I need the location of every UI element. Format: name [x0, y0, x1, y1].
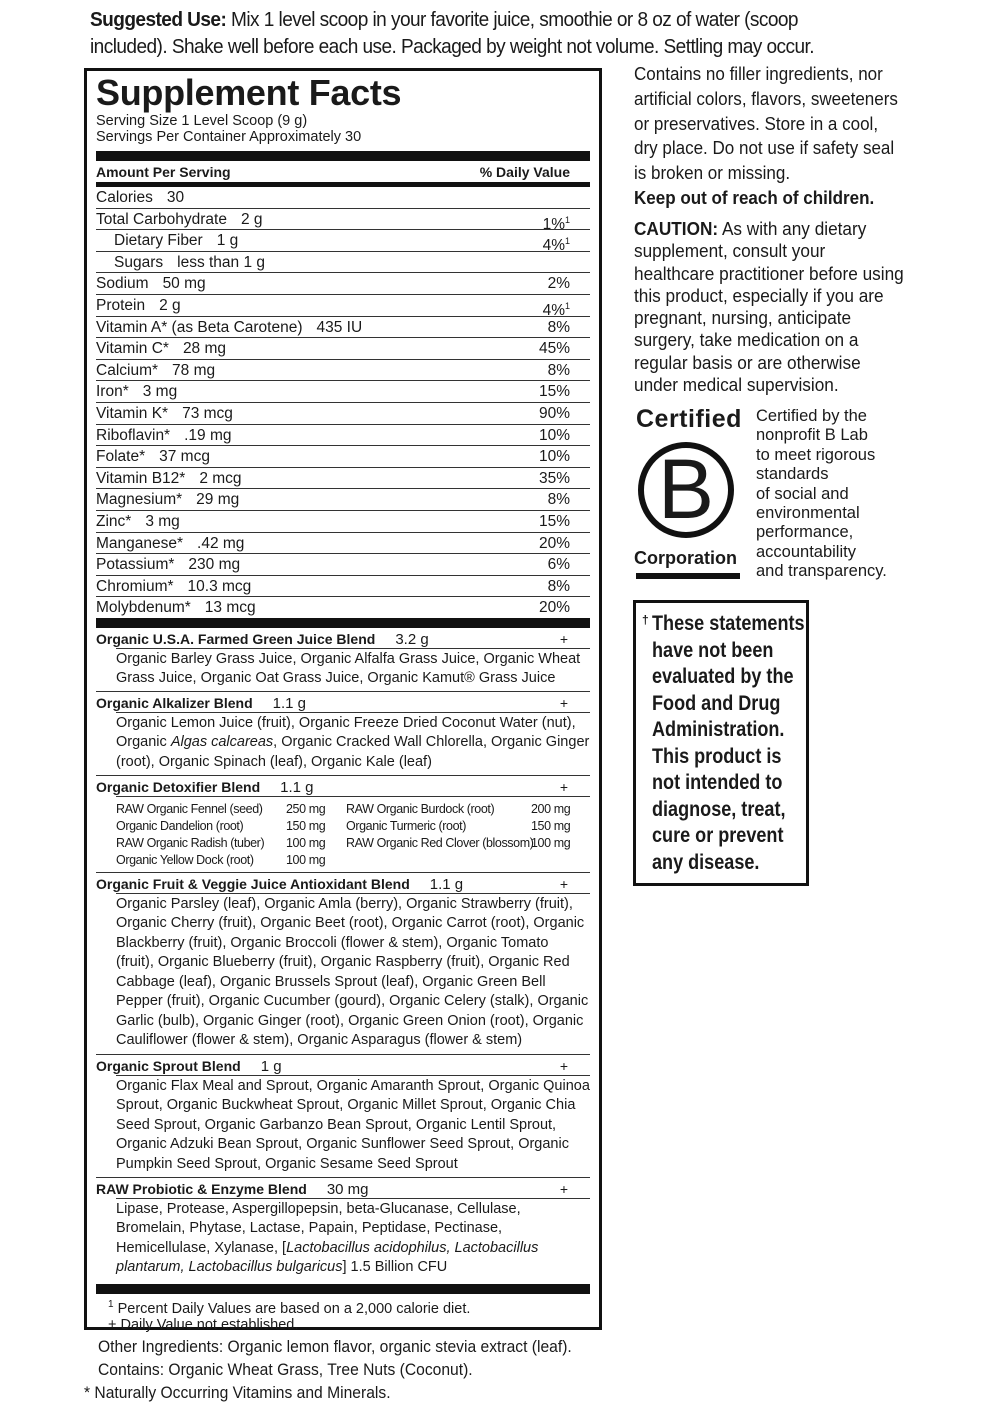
nutrient-name: Vitamin B12* [96, 469, 186, 487]
nutrient-row [96, 251, 590, 273]
blend-name: Organic U.S.A. Farmed Green Juice Blend [96, 630, 376, 647]
nutrient-daily-value [539, 597, 570, 618]
detox-item-name: RAW Organic Fennel (seed) [116, 801, 263, 816]
footnotes [96, 1294, 590, 1333]
b-corp-logo-certified: Certified [636, 405, 742, 433]
ingredients-italic: Lactobacillus acidophilus, Lactobacillus plantarum, Lactobacillus bulgaricus [116, 1239, 539, 1276]
nutrient-row [96, 532, 590, 554]
blend-ingredients [116, 796, 590, 872]
detox-item-name: RAW Organic Burdock (root) [346, 801, 495, 816]
detox-item-name: Organic Turmeric (root) [346, 818, 466, 833]
nutrient-row [96, 187, 590, 208]
supplement-facts-panel [84, 68, 602, 1333]
suggested-use-label: Suggested Use: [90, 8, 227, 31]
footnote-marker: 1 [564, 236, 570, 247]
nutrient-daily-value [548, 317, 570, 338]
b-corp-description [756, 407, 887, 582]
nutrient-amount: 2 g [159, 296, 181, 314]
daily-value-percent: 1% [542, 215, 565, 233]
storage-line: artificial colors, flavors, sweeteners [634, 87, 898, 109]
nutrient-amount: 1 g [216, 232, 239, 250]
blend-ingredients [116, 1198, 590, 1280]
fda-line: evaluated by the [652, 665, 794, 688]
nutrient-row [96, 229, 590, 255]
nutrient-amount: 78 mg [172, 361, 216, 379]
nutrient-amount: 13 mcg [204, 599, 256, 617]
b-corp-logo-corporation: Corporation [634, 548, 737, 568]
daily-value-percent: 35% [538, 469, 570, 487]
fda-line: cure or prevent [652, 824, 784, 847]
b-corp-logo-bar [636, 573, 740, 579]
storage-info [634, 62, 910, 211]
b-corp-description-line: environmental [756, 504, 860, 523]
amount-per-serving-label: Amount Per Serving [96, 164, 231, 180]
other-ingredients [98, 1335, 572, 1381]
thick-divider [96, 151, 590, 161]
blend-header [96, 1055, 590, 1075]
b-corp-description-line: and transparency. [756, 562, 887, 581]
blend-amount: 1.1 g [280, 778, 314, 796]
facts-title: Supplement Facts [96, 72, 402, 113]
suggested-use-line2: included). Shake well before each use. Packaged by weight not volume. Settling may occur. [90, 35, 814, 58]
blend-sprout [96, 1054, 590, 1177]
nutrient-row [96, 445, 590, 467]
daily-value-label: % Daily Value [479, 164, 570, 180]
daily-value-percent: 20% [538, 534, 570, 552]
nutrient-row [96, 359, 590, 381]
fda-disclaimer-box [633, 600, 809, 886]
nutrient-name: Iron* [96, 383, 129, 401]
fda-line: have not been [652, 638, 774, 662]
blend-amount: 1.1 g [272, 694, 307, 712]
b-corp-letter: B [657, 442, 715, 536]
nutrient-row [96, 316, 590, 338]
nutrient-name: Potassium* [96, 556, 175, 574]
nutrient-amount: 73 mcg [182, 404, 233, 422]
blend-dv: + [559, 1180, 568, 1197]
nutrient-list [96, 187, 590, 618]
blend-header [96, 776, 590, 796]
nutrient-row [96, 337, 590, 359]
blend-dv: + [559, 630, 568, 647]
b-corp-logo-icon [638, 442, 734, 538]
nutrient-daily-value [548, 576, 570, 597]
other-ingredients-text: Other Ingredients: Organic lemon flavor, organic stevia extract (leaf). [98, 1337, 572, 1356]
blend-dv: + [559, 778, 568, 795]
nutrient-amount: .19 mg [184, 426, 232, 444]
nutrient-daily-value [542, 230, 570, 255]
daily-value-percent: 90% [538, 404, 570, 422]
nutrient-name: Vitamin C* [96, 340, 169, 358]
suggested-use [90, 6, 871, 60]
caution-line: regular basis or are otherwise [634, 351, 861, 373]
blend-header [96, 628, 590, 648]
daily-value-percent: 8% [547, 361, 570, 379]
nutrient-row [96, 380, 590, 402]
daily-value-percent: 15% [538, 383, 570, 401]
nutrient-amount: 3 mg [145, 512, 180, 530]
nutrient-row [96, 596, 590, 618]
b-corp-description-line: to meet rigorous [756, 445, 876, 464]
dagger-mark: † [642, 613, 649, 627]
nutrient-name: Riboflavin* [96, 426, 171, 444]
nutrient-row [96, 467, 590, 489]
daily-value-percent: 20% [538, 599, 570, 617]
blend-header [96, 1178, 590, 1198]
nutrient-daily-value [539, 533, 570, 554]
nutrient-name: Sodium [96, 275, 149, 293]
b-corp-description-line: standards [756, 465, 829, 484]
footnote-marker: 1 [564, 214, 570, 225]
fda-line: diagnose, treat, [652, 797, 786, 821]
nutrient-name: Folate* [96, 448, 146, 466]
nutrient-daily-value [548, 489, 570, 510]
blend-name: Organic Alkalizer Blend [96, 694, 253, 711]
storage-line: is broken or missing. [634, 162, 791, 184]
nutrient-name: Magnesium* [96, 491, 183, 509]
caution-line: supplement, consult your [634, 240, 826, 262]
nutrient-daily-value [542, 295, 570, 320]
detox-item-amount: 100 mg [531, 835, 571, 850]
blend-dv: + [559, 694, 568, 711]
fda-line: Food and Drug [652, 691, 781, 715]
nutrient-amount: less than 1 g [177, 253, 266, 271]
daily-value-percent: 45% [538, 340, 570, 358]
blend-ingredients [116, 712, 590, 775]
servings-per-container: Servings Per Container Approximately 30 [96, 129, 362, 145]
storage-line: Contains no filler ingredients, nor [634, 63, 883, 84]
blend-antioxidant [96, 872, 590, 1054]
nutrient-row [96, 510, 590, 532]
fda-line: This product is [652, 744, 782, 768]
footnote-2: + Daily Value not established. [108, 1316, 299, 1333]
detox-item-name: Organic Dandelion (root) [116, 818, 244, 833]
daily-value-percent: 4% [542, 302, 565, 320]
blend-header [96, 873, 590, 893]
detox-item-amount: 100 mg [286, 852, 326, 867]
nutrient-daily-value [539, 403, 570, 424]
nutrient-name: Zinc* [96, 512, 132, 530]
b-corp-description-line: Certified by the [756, 407, 867, 425]
nutrient-row [96, 208, 590, 233]
nutrient-name: Manganese* [96, 534, 184, 552]
nutrient-row [96, 575, 590, 597]
nutrient-daily-value [539, 511, 570, 532]
caution-line: healthcare practitioner before using [634, 262, 904, 284]
blend-name: RAW Probiotic & Enzyme Blend [96, 1180, 307, 1197]
detox-item-amount: 100 mg [286, 835, 326, 850]
fda-disclaimer-text [652, 611, 805, 876]
keep-out-warning: Keep out of reach of children. [634, 186, 875, 208]
daily-value-percent: 15% [538, 512, 570, 530]
nutrient-amount: 2 g [240, 210, 263, 228]
blend-name: Organic Detoxifier Blend [96, 778, 261, 795]
b-corp-description-line: accountability [756, 542, 856, 561]
blend-amount: 30 mg [326, 1180, 369, 1198]
blend-detoxifier [96, 775, 590, 872]
caution-line: surgery, take medication on a [634, 329, 859, 351]
contains-text: Contains: Organic Wheat Grass, Tree Nuts (Coconut). [98, 1360, 473, 1379]
nutrient-name: Calories [96, 189, 153, 206]
daily-value-percent: 8% [547, 577, 570, 595]
nutrient-daily-value [548, 360, 570, 381]
fda-line: These statements [652, 612, 805, 635]
nutrient-name: Total Carbohydrate [96, 210, 227, 228]
blend-alkalizer [96, 691, 590, 775]
ingredients-italic: Algas calcareas [170, 734, 274, 751]
thick-divider [96, 1284, 590, 1294]
nutrient-name: Dietary Fiber [114, 232, 203, 250]
footnote-marker: 1 [564, 300, 570, 311]
b-corp-description-line: of social and [756, 484, 849, 503]
blend-dv: + [559, 875, 568, 892]
nutrient-name: Vitamin K* [96, 404, 169, 422]
caution-block [634, 218, 904, 396]
nutrient-row [96, 402, 590, 424]
detox-grid [116, 798, 590, 869]
nutrient-amount: 435 IU [316, 318, 363, 336]
nutrient-name: Calcium* [96, 361, 159, 379]
amount-header [96, 161, 590, 182]
blend-ingredients: Organic Barley Grass Juice, Organic Alfalfa Grass Juice, Organic Wheat Grass Juice, Organic Oat Grass Juice, Organic Kamut® Grass Juice [116, 648, 590, 691]
caution-line: under medical supervision. [634, 374, 839, 396]
detox-item-name: Organic Yellow Dock (root) [116, 852, 254, 867]
b-corp-description-line: performance, [756, 523, 854, 542]
nutrient-amount: 29 mg [196, 491, 240, 509]
nutrient-amount: 230 mg [188, 556, 241, 574]
nutrient-amount: 3 mg [142, 383, 178, 401]
daily-value-percent: 10% [538, 426, 570, 444]
ingredients-part: ] 1.5 Billion CFU [342, 1259, 448, 1276]
ingredients-part: , Organic Cracked Wall Chlorella, Organic Ginger (root), Organic Spinach (leaf), Organic Kale (leaf) [116, 734, 590, 770]
nutrient-amount: 50 mg [162, 275, 206, 293]
b-corp-certification [634, 405, 934, 585]
nutrient-daily-value [542, 209, 570, 233]
nutrient-amount: .42 mg [197, 534, 245, 552]
blend-amount: 1 g [260, 1057, 282, 1075]
daily-value-percent: 8% [547, 318, 570, 336]
nutrient-amount: 10.3 mcg [187, 577, 252, 595]
nutrient-name: Molybdenum* [96, 599, 191, 617]
nutrient-row [96, 272, 590, 294]
b-corp-description-line: nonprofit B Lab [756, 426, 868, 445]
storage-line: dry place. Do not use if safety seal [634, 137, 895, 159]
serving-size: Serving Size 1 Level Scoop (9 g) [96, 113, 308, 129]
daily-value-percent: 2% [547, 275, 570, 293]
blend-ingredients: Organic Parsley (leaf), Organic Amla (berry), Organic Strawberry (fruit), Organic Cherry (fruit), Organic Beet (root), Organic Carrot (root), Organic Blackberry (fruit), Organic Broccoli (flower & stem), Organic Tomato (fruit), Organic Blueberry (fruit), Organic Raspberry (fruit), Organic Red Cabbage (leaf), Organic Brussels Sprout (leaf), Organic Green Bell Pepper (fruit), Organic Cucumber (gourd), Organic Celery (stalk), Organic Garlic (bulb), Organic Ginger (root), Organic Green Onion (root), Organic Cauliflower (flower & stem), Organic Asparagus (flower & stem) [116, 893, 590, 1054]
nutrient-name: Vitamin A* (as Beta Carotene) [96, 318, 303, 336]
nutrient-name: Chromium* [96, 577, 174, 595]
fda-line: Administration. [652, 718, 785, 741]
nutrient-daily-value [539, 381, 570, 402]
nutrient-amount: 30 [166, 189, 185, 206]
daily-value-percent: 6% [547, 556, 570, 574]
nutrient-daily-value [548, 273, 570, 294]
thick-divider [96, 618, 590, 628]
naturally-occurring-note: * Naturally Occurring Vitamins and Minerals. [84, 1383, 391, 1402]
nutrient-amount: 2 mcg [199, 469, 242, 487]
footnote-1-text: Percent Daily Values are based on a 2,000 calorie diet. [117, 1300, 471, 1317]
nutrient-row [96, 488, 590, 510]
nutrient-daily-value [539, 468, 570, 489]
storage-line: or preservatives. Store in a cool, [634, 112, 879, 134]
nutrient-name: Protein [96, 296, 146, 314]
caution-text: As with any dietary [718, 218, 867, 239]
nutrient-amount: 37 mcg [159, 448, 210, 466]
detox-item-name: RAW Organic Red Clover (blossom) [346, 835, 534, 850]
footnote-marker: 1 [108, 1298, 114, 1310]
nutrient-row [96, 553, 590, 575]
nutrient-row [96, 424, 590, 446]
nutrient-daily-value [548, 554, 570, 575]
blend-ingredients: Organic Flax Meal and Sprout, Organic Amaranth Sprout, Organic Quinoa Sprout, Organic Buckwheat Sprout, Organic Millet Sprout, Organic Chia Seed Sprout, Organic Garbanzo Bean Sprout, Organic Lentil Sprout, Organic Adzuki Bean Sprout, Organic Sunflower Seed Sprout, Organic Pumpkin Seed Sprout, Organic Sesame Seed Sprout [116, 1075, 590, 1177]
nutrient-row [96, 294, 590, 320]
blend-amount: 1.1 g [429, 875, 464, 893]
blend-name: Organic Sprout Blend [96, 1057, 241, 1074]
suggested-use-line1: Mix 1 level scoop in your favorite juice, smoothie or 8 oz of water (scoop [231, 8, 798, 31]
daily-value-percent: 4% [542, 237, 565, 255]
blend-header [96, 692, 590, 712]
ingredients-part: Lipase, Protease, Aspergillopepsin, beta-Glucanase, Cellulase, Bromelain, Phytase, Lactase, Papain, Peptidase, Pectinase, Hemicellulase, Xylanase, [ [116, 1200, 521, 1256]
nutrient-daily-value [539, 446, 570, 467]
fda-line: not intended to [652, 771, 783, 794]
nutrient-name: Sugars [114, 253, 164, 271]
ingredients-part: Organic Lemon Juice (fruit), Organic Freeze Dried Coconut Water (nut), Organic [116, 714, 576, 751]
blend-amount: 3.2 g [395, 630, 429, 648]
detox-item-amount: 250 mg [286, 801, 326, 816]
footnote-1 [108, 1297, 590, 1317]
caution-line: pregnant, nursing, anticipate [634, 307, 852, 329]
nutrient-daily-value [539, 338, 570, 359]
daily-value-percent: 8% [547, 491, 570, 509]
blend-green-juice [96, 628, 590, 691]
nutrient-amount: 28 mg [182, 340, 227, 358]
detox-item-amount: 150 mg [531, 818, 571, 833]
caution-line [634, 218, 904, 240]
fda-line: any disease. [652, 850, 760, 874]
detox-item-amount: 200 mg [531, 801, 571, 816]
detox-item-amount: 150 mg [286, 818, 326, 833]
blend-name: Organic Fruit & Veggie Juice Antioxidant Blend [96, 875, 410, 892]
blend-dv: + [559, 1057, 568, 1074]
blend-probiotic [96, 1177, 590, 1280]
nutrient-daily-value [539, 425, 570, 446]
caution-line: this product, especially if you are [634, 284, 884, 306]
daily-value-percent: 10% [538, 448, 570, 466]
detox-item-name: RAW Organic Radish (tuber) [116, 835, 265, 850]
caution-label: CAUTION: [634, 218, 719, 239]
